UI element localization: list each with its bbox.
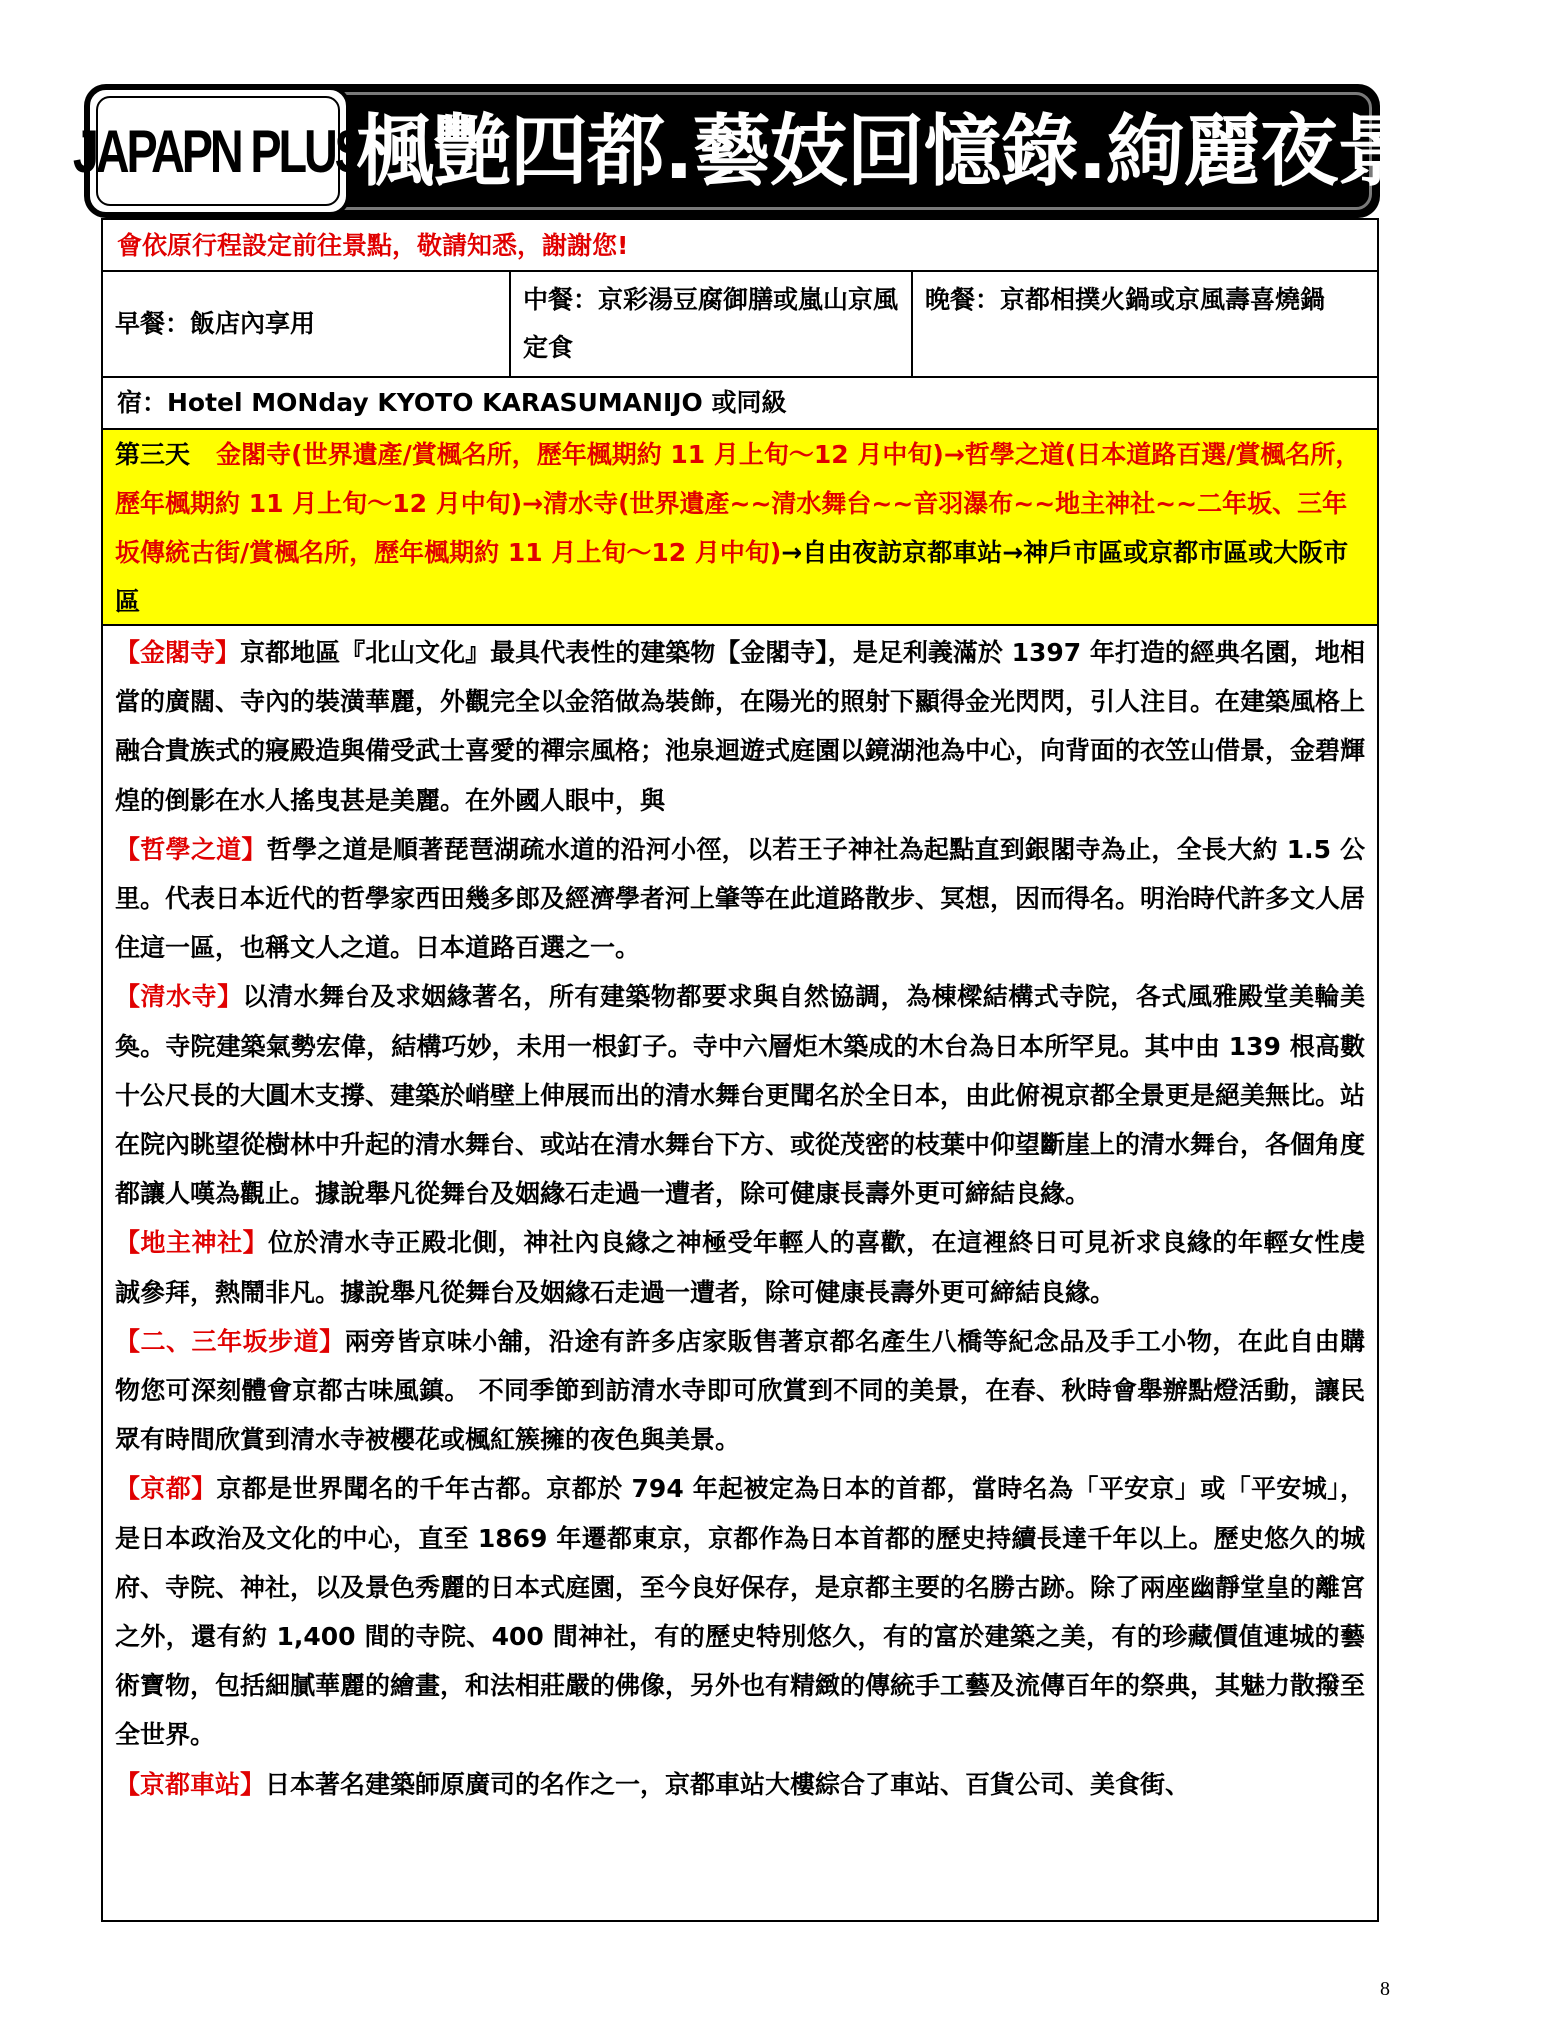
tour-title: 楓艷四都.藝妓回憶錄.絢麗夜景五日 bbox=[356, 107, 1568, 197]
section-tag: 【地主神社】 bbox=[115, 1228, 269, 1258]
page-number: 8 bbox=[1380, 1978, 1390, 2000]
section-sannenzaka bbox=[115, 1317, 1365, 1465]
section-text: 以清水舞台及求姻緣著名，所有建築物都要求與自然協調，為棟樑結構式寺院，各式風雅殿堂美輪美奐。寺院建築氣勢宏偉，結構巧妙，未用一根釘子。寺中六層炬木築成的木台為日本所罕見。其中由 139 根高數十公尺長的大圓木支撐、建築於峭壁上伸展而出的清水舞台更聞名於全日本，由此俯視京都全景更是絕美無比。站在院內眺望從樹林中升起的清水舞台、或站在清水舞台下方、或從茂密的枝葉中仰望斷崖上的清水舞台，各個角度都讓人嘆為觀止。據說舉凡從舞台及姻緣石走過一遭者，除可健康長壽外更可締結良緣。 bbox=[115, 982, 1366, 1209]
section-text: 兩旁皆京味小舖，沿途有許多店家販售著京都名產生八橋等紀念品及手工小物，在此自由購物您可深刻體會京都古味風鎮。 不同季節到訪清水寺即可欣賞到不同的美景，在春、秋時會舉辦點燈活動，讓民眾有時間欣賞到清水寺被櫻花或楓紅簇擁的夜色與美景。 bbox=[115, 1326, 1365, 1455]
sight-descriptions bbox=[103, 628, 1377, 1809]
itinerary-table bbox=[101, 218, 1379, 1922]
day-label: 第三天 bbox=[115, 440, 191, 469]
section-philosophers-path bbox=[115, 825, 1365, 973]
section-tag: 【金閣寺】 bbox=[115, 638, 241, 667]
section-text: 日本著名建築師原廣司的名作之一，京都車站大樓綜合了車站、百貨公司、美食街、 bbox=[265, 1769, 1191, 1799]
section-kinkakuji bbox=[115, 628, 1365, 825]
section-tag: 【哲學之道】 bbox=[115, 834, 267, 864]
brand-logo-text: JAPAPN PLUS bbox=[73, 117, 363, 185]
day-route-sights: 金閣寺(世界遺產/賞楓名所，歷年楓期約 11 月上旬～12 月中旬)→哲學之道(日本道路百選/賞楓名所，歷年楓期約 11 月上旬～12 月中旬)→清水寺(世界遺產~~清水舞台~~音羽瀑布~~地主神社~~二年坂、三年坂傳統古街/賞楓名所，歷年楓期約 11 月上旬～12 月中旬) bbox=[115, 440, 1361, 567]
section-tag: 【京都】 bbox=[115, 1474, 217, 1504]
section-jishu-shrine bbox=[115, 1218, 1365, 1316]
section-kiyomizudera bbox=[115, 972, 1365, 1218]
day-route-row bbox=[103, 430, 1377, 626]
section-tag: 【清水寺】 bbox=[115, 982, 243, 1012]
day-route-evening: →自由夜訪京都車站→神戶市區或京都市區或大阪市區 bbox=[115, 538, 1349, 616]
dinner-cell: 晚餐：京都相撲火鍋或京風壽喜燒鍋 bbox=[911, 272, 1379, 376]
breakfast-text: 早餐：飯店內享用 bbox=[115, 309, 316, 338]
lunch-cell: 中餐：京彩湯豆腐御膳或嵐山京風定食 bbox=[509, 272, 911, 376]
section-text: 京都是世界聞名的千年古都。京都於 794 年起被定為日本的首都，當時名為「平安京」或「平安城」，是日本政治及文化的中心，直至 1869 年遷都東京，京都作為日本首都的歷史持續長達千年以上。歷史悠久的城府、寺院、神社，以及景色秀麗的日本式庭園，至今良好保存，是京都主要的名勝古跡。除了兩座幽靜堂皇的離宮之外，還有約 1,400 間的寺院、400 間神社，有的歷史特別悠久，有的富於建築之美，有的珍藏價值連城的藝術寶物，包括細膩華麗的繪畫，和法相莊嚴的佛像，另外也有精緻的傳統手工藝及流傳百年的祭典，其魅力散撥至全世界。 bbox=[115, 1474, 1366, 1750]
hotel-row: 宿：Hotel MONday KYOTO KARASUMANIJO 或同級 bbox=[103, 378, 1377, 430]
breakfast-cell bbox=[103, 272, 509, 376]
notice-row: 會依原行程設定前往景點，敬請知悉，謝謝您! bbox=[103, 220, 1377, 272]
meals-row bbox=[103, 272, 1377, 378]
section-text: 位於清水寺正殿北側，神社內良緣之神極受年輕人的喜歡，在這裡終日可見祈求良緣的年輕女性虔誠參拜，熱鬧非凡。據說舉凡從舞台及姻緣石走過一遭者，除可健康長壽外更可締結良緣。 bbox=[115, 1228, 1365, 1307]
section-tag: 【京都車站】 bbox=[115, 1769, 266, 1799]
section-kyoto bbox=[115, 1464, 1365, 1759]
section-text: 哲學之道是順著琵琶湖疏水道的沿河小徑，以若王子神社為起點直到銀閣寺為止，全長大約 1.5 公里。代表日本近代的哲學家西田幾多郎及經濟學者河上肇等在此道路散步、冥想，因而得名。明治時代許多文人居住這一區，也稱文人之道。日本道路百選之一。 bbox=[115, 834, 1366, 963]
section-tag: 【二、三年坂步道】 bbox=[115, 1326, 345, 1356]
section-text: 京都地區『北山文化』最具代表性的建築物【金閣寺】，是足利義滿於 1397 年打造的經典名園，地相當的廣闊、寺內的裝潢華麗，外觀完全以金箔做為裝飾，在陽光的照射下顯得金光閃閃，引人注目。在建築風格上融合貴族式的寢殿造與備受武士喜愛的禪宗風格；池泉迴遊式庭園以鏡湖池為中心，向背面的衣笠山借景，金碧輝煌的倒影在水人搖曳甚是美麗。在外國人眼中，與 bbox=[115, 638, 1366, 815]
section-kyoto-station bbox=[115, 1760, 1365, 1809]
brand-logo-box bbox=[73, 86, 363, 216]
